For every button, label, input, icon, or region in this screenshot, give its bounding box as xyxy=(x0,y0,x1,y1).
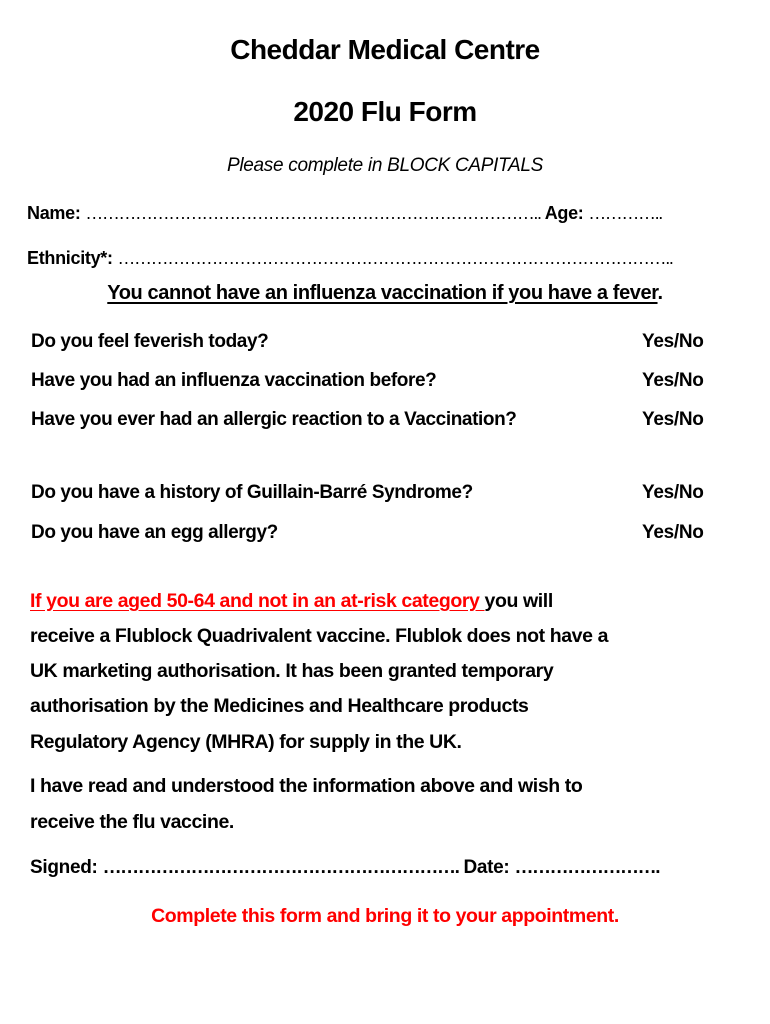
signature-row xyxy=(30,857,659,879)
question-2: Have you had an influenza vaccination before? xyxy=(31,370,437,391)
form-title: 2020 Flu Form xyxy=(293,96,477,127)
question-4: Do you have a history of Guillain-Barré Syndrome? xyxy=(31,482,473,503)
ethnicity-field[interactable]: ……………………………………………………………………………………….. xyxy=(117,248,673,268)
fever-warning: You cannot have an influenza vaccination if you have a fever. xyxy=(107,282,663,304)
appointment-reminder: Complete this form and bring it to your appointment. xyxy=(151,905,619,927)
instruction-text: Please complete in BLOCK CAPITALS xyxy=(226,155,544,176)
signature-field[interactable]: ……………………………………………………. xyxy=(102,857,459,878)
info-line-5: Regulatory Agency (MHRA) for supply in the UK. xyxy=(30,731,462,753)
question-1: Do you feel feverish today? xyxy=(31,331,269,352)
name-row xyxy=(27,203,662,224)
question-3: Have you ever had an allergic reaction to a Vaccination? xyxy=(31,409,517,430)
practice-name: Cheddar Medical Centre xyxy=(230,34,540,65)
age-eligibility-highlight: If you are aged 50-64 and not in an at-risk category xyxy=(30,590,485,612)
info-line-1: If you are aged 50-64 and not in an at-risk category you will xyxy=(30,590,553,612)
answer-3[interactable]: Yes/No xyxy=(642,409,704,430)
consent-line-2: receive the flu vaccine. xyxy=(30,811,234,833)
info-line-2: receive a Flublock Quadrivalent vaccine. Flublok does not have a xyxy=(30,625,609,647)
date-label: Date: xyxy=(463,857,510,878)
answer-2[interactable]: Yes/No xyxy=(642,370,704,391)
date-field[interactable]: ……………………. xyxy=(514,857,660,878)
answer-1[interactable]: Yes/No xyxy=(642,331,704,352)
signed-label: Signed: xyxy=(30,857,98,878)
consent-line-1: I have read and understood the information above and wish to xyxy=(30,775,583,797)
info-line-4: authorisation by the Medicines and Healthcare products xyxy=(30,695,529,717)
question-5: Do you have an egg allergy? xyxy=(31,522,278,543)
ethnicity-label: Ethnicity*: xyxy=(27,248,113,268)
ethnicity-row xyxy=(27,248,672,269)
age-field[interactable]: ………….. xyxy=(588,203,662,223)
name-label: Name: xyxy=(27,203,81,223)
answer-5[interactable]: Yes/No xyxy=(642,522,704,543)
info-line-3: UK marketing authorisation. It has been granted temporary xyxy=(30,660,554,682)
answer-4[interactable]: Yes/No xyxy=(642,482,704,503)
name-field[interactable]: ……………………………………………………………………….. xyxy=(85,203,541,223)
fever-warning-text: You cannot have an influenza vaccination if you have a fever xyxy=(107,282,658,304)
age-label: Age: xyxy=(544,203,584,223)
